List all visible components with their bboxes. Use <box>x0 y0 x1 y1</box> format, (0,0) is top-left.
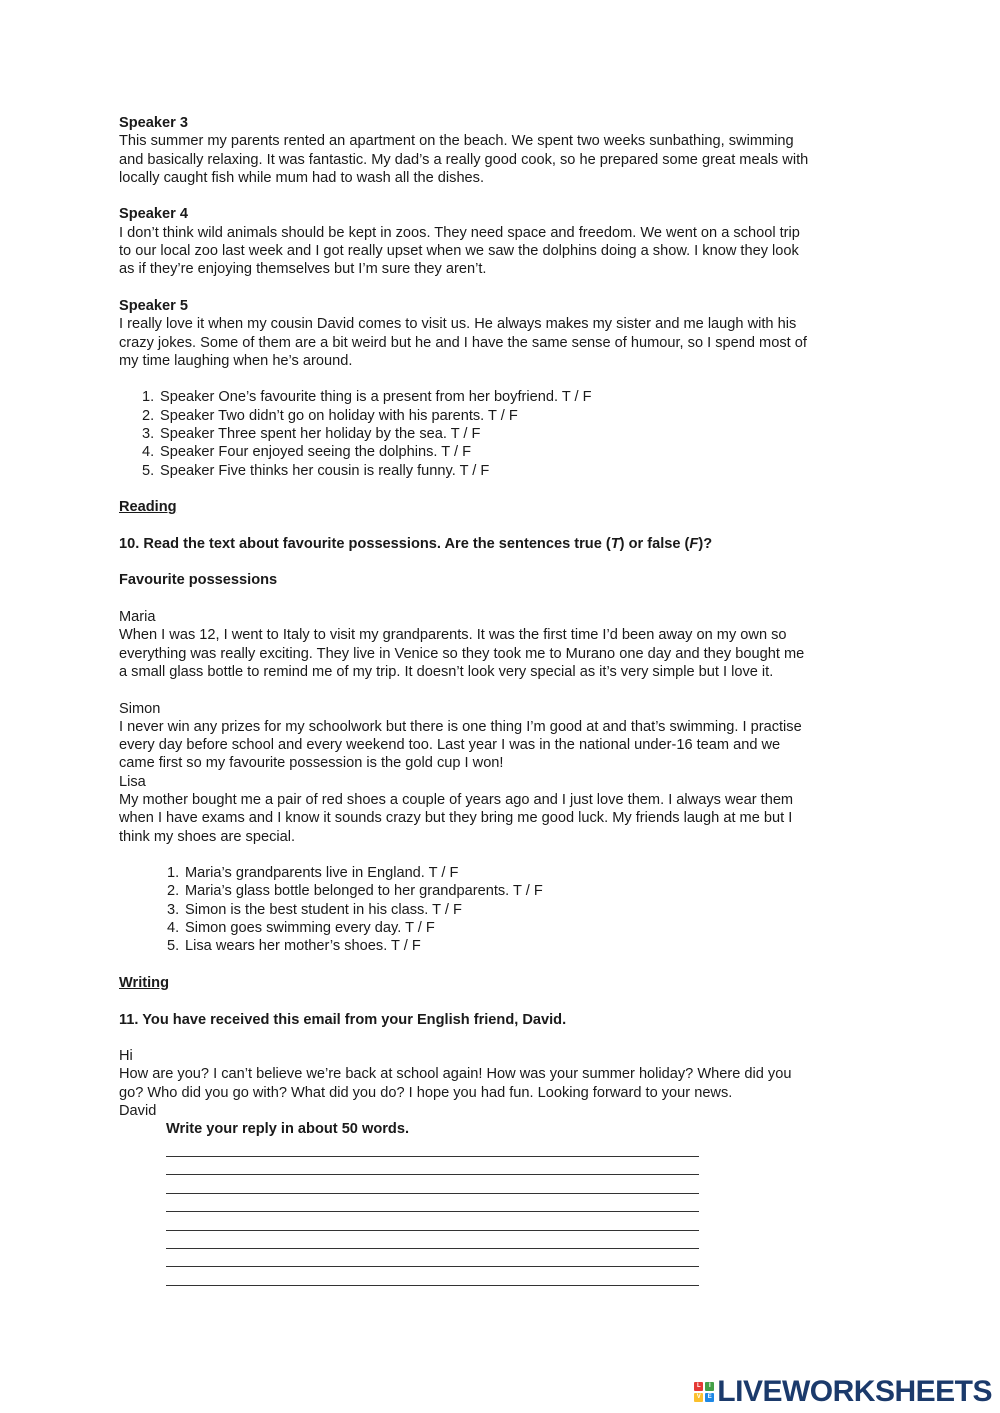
person-text-line: everything was really exciting. They live in Venice so they took me to Murano one day and they bought me <box>119 645 805 662</box>
list-item[interactable]: 5. Lisa wears her mother’s shoes. T / F <box>167 938 421 955</box>
person-text-line: think my shoes are special. <box>119 828 296 845</box>
logo-text: LIVEWORKSHEETS <box>717 1375 992 1408</box>
email-greeting: Hi <box>119 1048 133 1065</box>
list-item[interactable]: 2. Maria’s glass bottle belonged to her grandparents. T / F <box>167 883 543 900</box>
reading-text-title: Favourite possessions <box>119 572 278 589</box>
worksheet-page <box>119 114 884 1286</box>
answer-line[interactable] <box>166 1212 699 1230</box>
liveworksheets-logo[interactable] <box>694 1375 992 1409</box>
answer-line[interactable] <box>166 1231 699 1249</box>
answer-line[interactable] <box>166 1194 699 1212</box>
list-item[interactable]: 4. Simon goes swimming every day. T / F <box>167 920 435 937</box>
person-text-line: I never win any prizes for my schoolwork but there is one thing I’m good at and that’s swimming. I practise <box>119 718 802 735</box>
speaker-4-title: Speaker 4 <box>119 206 188 223</box>
reply-instruction: Write your reply in about 50 words. <box>166 1121 410 1138</box>
logo-square: L <box>694 1382 703 1391</box>
answer-line[interactable] <box>166 1139 699 1157</box>
email-line: go? Who did you go with? What did you do? I hope you had fun. Looking forward to your news. <box>119 1084 733 1101</box>
speaker-5-line: my time laughing when he’s around. <box>119 352 353 369</box>
logo-square: V <box>694 1393 703 1402</box>
person-text-line: When I was 12, I went to Italy to visit my grandparents. It was the first time I’d been away on my own so <box>119 627 787 644</box>
email-signoff: David <box>119 1103 157 1120</box>
person-name-simon: Simon <box>119 700 161 717</box>
writing-section-title: Writing <box>119 974 169 991</box>
speaker-4-line: I don’t think wild animals should be kept in zoos. They need space and freedom. We went on a school trip <box>119 224 800 241</box>
list-item[interactable]: 3. Simon is the best student in his class. T / F <box>167 901 462 918</box>
list-item[interactable]: 5. Speaker Five thinks her cousin is really funny. T / F <box>142 462 490 479</box>
list-item[interactable]: 1. Maria’s grandparents live in England. T / F <box>167 865 459 882</box>
list-item[interactable]: 1. Speaker One’s favourite thing is a present from her boyfriend. T / F <box>142 389 592 406</box>
person-text-line: a small glass bottle to remind me of my trip. It doesn’t look very special as it’s very simple but I love it. <box>119 663 774 680</box>
email-line: How are you? I can’t believe we’re back at school again! How was your summer holiday? Where did you <box>119 1066 792 1083</box>
writing-instruction: 11. You have received this email from your English friend, David. <box>119 1011 567 1028</box>
speaker-3-line: locally caught fish while mum had to wash all the dishes. <box>119 169 485 186</box>
list-item[interactable]: 2. Speaker Two didn’t go on holiday with his parents. T / F <box>142 407 518 424</box>
answer-line[interactable] <box>166 1175 699 1193</box>
speaker-4-line: as if they’re enjoying themselves but I’m sure they aren’t. <box>119 261 487 278</box>
listening-questions <box>119 388 884 479</box>
person-text-line: when I have exams and I know it sounds crazy but they bring me good luck. My friends laugh at me but I <box>119 810 793 827</box>
person-text-line: My mother bought me a pair of red shoes a couple of years ago and I just love them. I always wear them <box>119 791 794 808</box>
person-text-line: every day before school and every weekend too. Last year I was in the national under-16 team and we <box>119 737 781 754</box>
answer-line[interactable] <box>166 1157 699 1175</box>
answer-line[interactable] <box>166 1267 699 1285</box>
logo-square: I <box>705 1382 714 1391</box>
list-item[interactable]: 3. Speaker Three spent her holiday by the sea. T / F <box>142 426 481 443</box>
person-name-lisa: Lisa <box>119 773 146 790</box>
speaker-5-line: I really love it when my cousin David comes to visit us. He always makes my sister and me laugh with his <box>119 316 797 333</box>
speaker-3-line: and basically relaxing. It was fantastic. My dad’s a really good cook, so he prepared some great meals with <box>119 151 809 168</box>
speaker-4-line: to our local zoo last week and I got really upset when we saw the dolphins doing a show. I know they look <box>119 243 799 260</box>
answer-line[interactable] <box>166 1249 699 1267</box>
speaker-5-title: Speaker 5 <box>119 297 188 314</box>
logo-squares-icon <box>694 1382 714 1402</box>
list-item[interactable]: 4. Speaker Four enjoyed seeing the dolphins. T / F <box>142 444 471 461</box>
reading-section-title: Reading <box>119 499 177 516</box>
person-name-maria: Maria <box>119 609 156 626</box>
speaker-3-title: Speaker 3 <box>119 115 188 131</box>
reading-questions <box>119 864 884 955</box>
speaker-3-line: This summer my parents rented an apartment on the beach. We spent two weeks sunbathing, swimming <box>119 133 794 150</box>
reading-instruction: 10. Read the text about favourite possessions. Are the sentences true (T) or false (F)? <box>119 535 713 552</box>
reply-block <box>119 1120 884 1285</box>
person-text-line: came first so my favourite possession is the gold cup I won! <box>119 755 504 772</box>
logo-square: E <box>705 1393 714 1402</box>
speaker-5-line: crazy jokes. Some of them are a bit weird but he and I have the same sense of humour, so I spend most of <box>119 334 807 351</box>
